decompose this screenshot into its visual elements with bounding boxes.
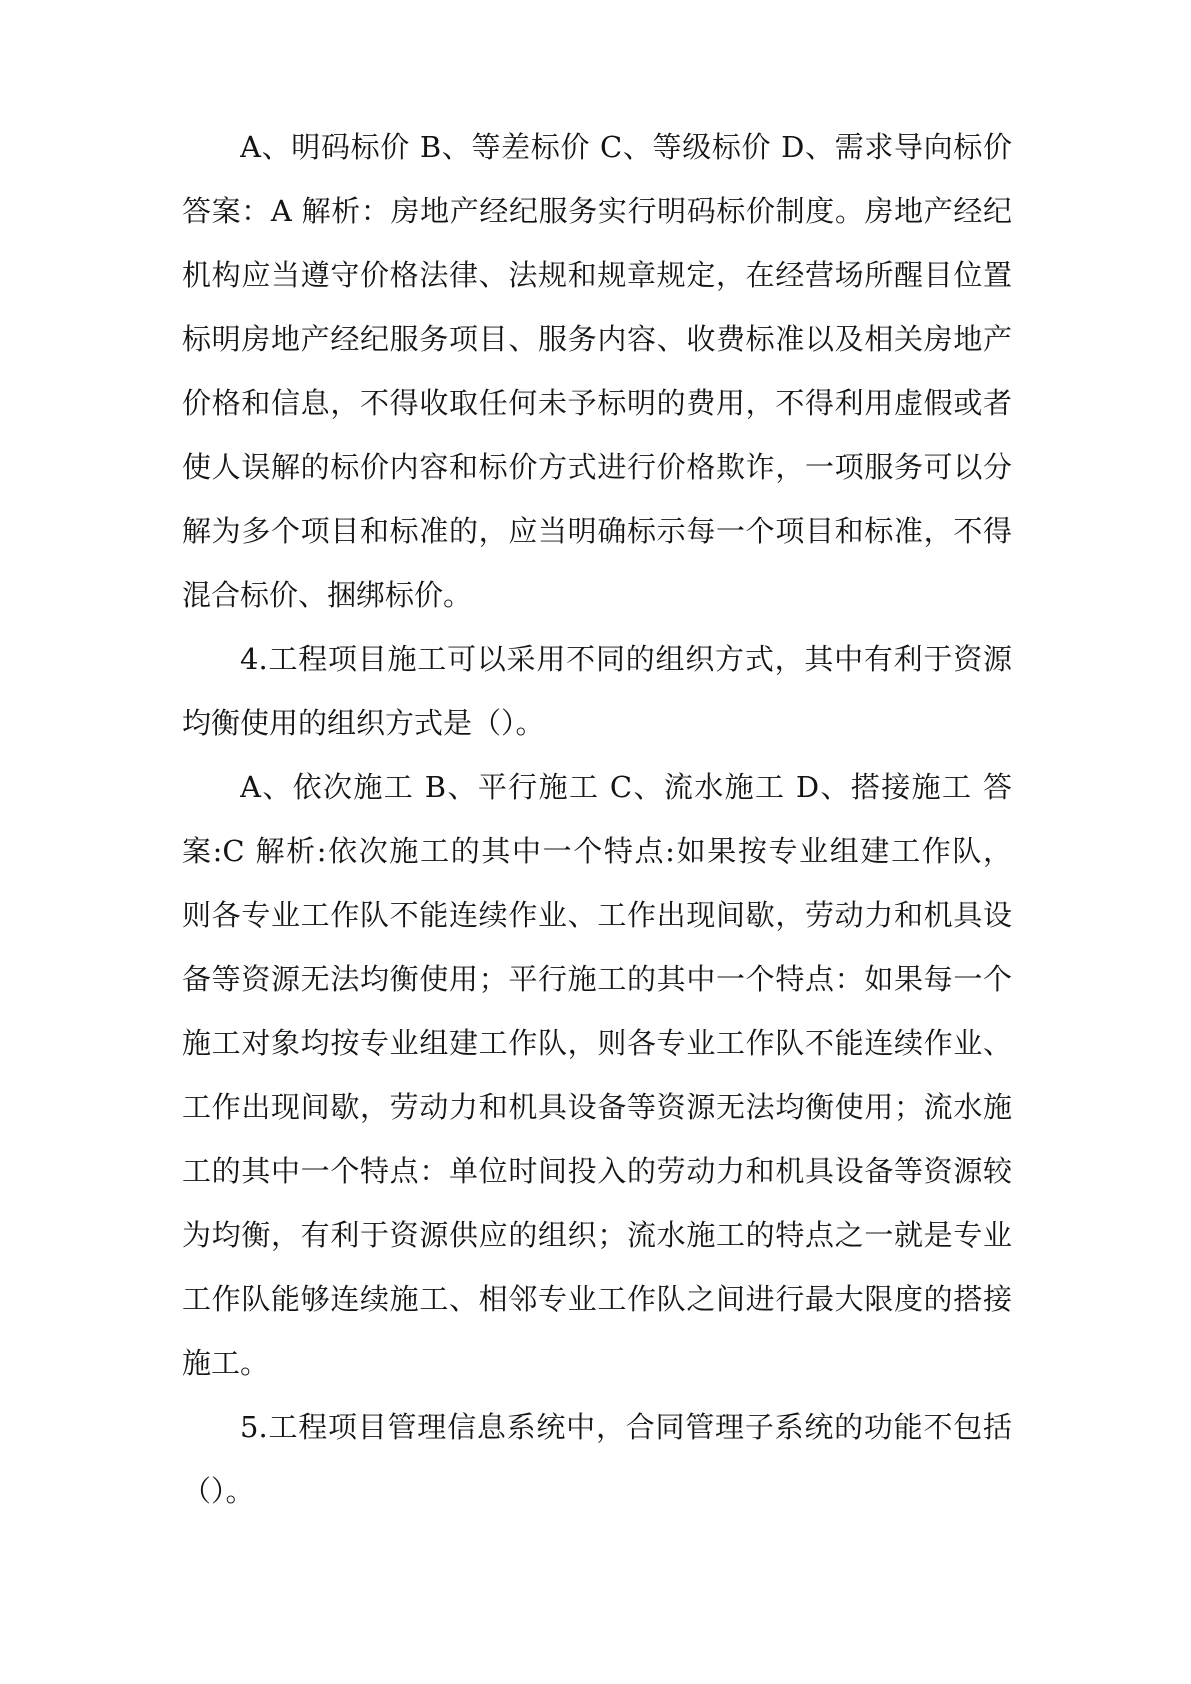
text-line: 标明房地产经纪服务项目、服务内容、收费标准以及相关房地产: [182, 322, 1012, 356]
text-line: 均衡使用的组织方式是（）。: [182, 706, 545, 740]
options-line: A、依次施工 B、平行施工 C、流水施工 D、搭接施工 答: [240, 770, 1012, 804]
text-line: 备等资源无法均衡使用；平行施工的其中一个特点：如果每一个: [182, 962, 1012, 996]
text-line: 混合标价、捆绑标价。: [182, 578, 473, 612]
text-line: 解为多个项目和标准的，应当明确标示每一个项目和标准，不得: [182, 514, 1012, 548]
text-line: 使人误解的标价内容和标价方式进行价格欺诈，一项服务可以分: [182, 450, 1012, 484]
text-line: 则各专业工作队不能连续作业、工作出现间歇，劳动力和机具设: [182, 898, 1012, 932]
question-text: 4.工程项目施工可以采用不同的组织方式，其中有利于资源: [240, 642, 1012, 676]
text-line: （）。: [182, 1474, 255, 1508]
text-line: 施工。: [182, 1346, 270, 1380]
text-line: 工的其中一个特点：单位时间投入的劳动力和机具设备等资源较: [182, 1154, 1012, 1188]
text-line: 工作出现间歇，劳动力和机具设备等资源无法均衡使用；流水施: [182, 1090, 1012, 1124]
text-line: A、明码标价 B、等差标价 C、等级标价 D、需求导向标价: [240, 130, 1012, 164]
text-line: 施工对象均按专业组建工作队，则各专业工作队不能连续作业、: [182, 1026, 1012, 1060]
text-line: 工作队能够连续施工、相邻专业工作队之间进行最大限度的搭接: [182, 1282, 1012, 1316]
text-line: 价格和信息，不得收取任何未予标明的费用，不得利用虚假或者: [182, 386, 1012, 420]
text-line: 为均衡，有利于资源供应的组织；流水施工的特点之一就是专业: [182, 1218, 1012, 1252]
text-line: 案:C 解析:依次施工的其中一个特点:如果按专业组建工作队，: [182, 834, 1012, 868]
question-text: 5.工程项目管理信息系统中，合同管理子系统的功能不包括: [240, 1410, 1012, 1444]
text-line: 答案：A 解析：房地产经纪服务实行明码标价制度。房地产经纪: [182, 194, 1012, 228]
text-line: 机构应当遵守价格法律、法规和规章规定，在经营场所醒目位置: [182, 258, 1012, 292]
